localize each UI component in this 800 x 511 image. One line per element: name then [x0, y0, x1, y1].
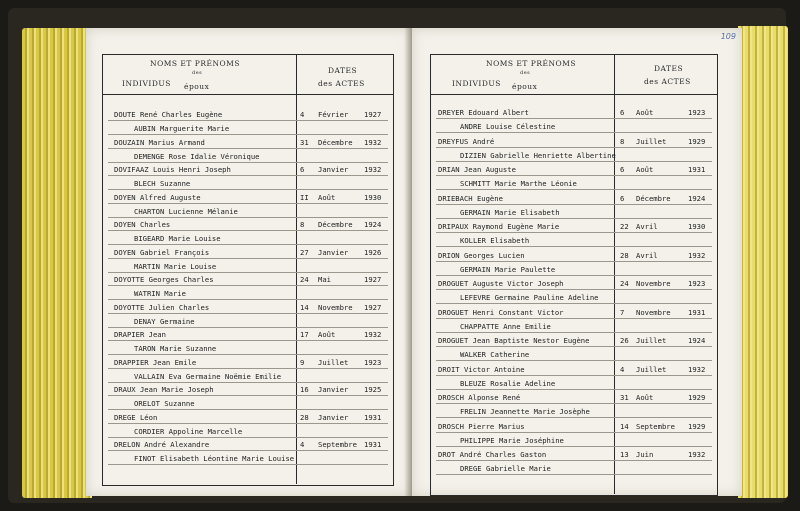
- entry-rule: [436, 218, 712, 219]
- wife-name: LEFEVRE Germaine Pauline Adeline: [460, 293, 599, 302]
- header-dates: DATES: [328, 66, 358, 75]
- husband-name: DREYER Edouard Albert: [438, 108, 529, 117]
- act-year: 1924: [688, 336, 706, 345]
- entry-rule: [108, 217, 388, 218]
- act-day: 16: [300, 385, 309, 394]
- act-month: Avril: [636, 222, 658, 231]
- act-month: Août: [636, 165, 654, 174]
- act-month: Août: [636, 108, 654, 117]
- act-year: 1927: [364, 275, 382, 284]
- entry-rule: [436, 460, 712, 461]
- act-year: 1932: [364, 137, 382, 147]
- act-day: 6: [620, 165, 625, 174]
- act-month: Mai: [318, 275, 331, 284]
- husband-name: DRION Georges Lucien: [438, 250, 525, 260]
- header-noms: NOMS ET PRÉNOMS: [486, 59, 576, 68]
- entry-rule: [436, 132, 712, 133]
- act-day: 14: [620, 421, 629, 431]
- husband-name: DROGUET Jean Baptiste Nestor Eugène: [438, 336, 590, 345]
- act-day: 22: [620, 222, 629, 231]
- entry-rule: [108, 354, 388, 355]
- husband-name: DROT André Charles Gaston: [438, 450, 547, 459]
- wife-name: BLECH Suzanne: [134, 179, 191, 188]
- act-month: Juin: [636, 450, 654, 459]
- act-day: 27: [300, 247, 309, 257]
- right-page-edges: [738, 26, 788, 498]
- act-year: 1931: [688, 307, 706, 317]
- entry-rule: [436, 118, 712, 119]
- act-day: 4: [300, 110, 305, 119]
- entry-rule: [436, 303, 712, 304]
- entry-rule: [108, 258, 388, 259]
- act-month: Novembre: [318, 302, 353, 312]
- act-month: Décembre: [636, 193, 671, 203]
- act-year: 1925: [364, 385, 382, 394]
- act-day: 24: [300, 275, 309, 284]
- entry-rule: [436, 204, 712, 205]
- husband-name: DROGUET Henri Constant Victor: [438, 307, 564, 317]
- act-day: II: [300, 192, 309, 202]
- act-year: 1930: [688, 222, 706, 231]
- entry-rule: [108, 464, 388, 465]
- wife-name: FINOT Elisabeth Léontine Marie Louise: [134, 454, 295, 463]
- wife-name: VALLAIN Eva Germaine Noëmie Emilie: [134, 371, 282, 381]
- act-year: 1924: [364, 220, 382, 229]
- entry-rule: [436, 275, 712, 276]
- act-month: Août: [318, 330, 336, 339]
- entry-rule: [108, 175, 388, 176]
- entry-rule: [436, 261, 712, 262]
- act-day: 13: [620, 450, 629, 459]
- husband-name: DOYEN Gabriel François: [114, 247, 210, 257]
- act-day: 6: [620, 193, 625, 203]
- act-year: 1923: [688, 279, 706, 288]
- entry-rule: [436, 189, 712, 190]
- entry-rule: [108, 134, 388, 135]
- act-day: 17: [300, 330, 309, 339]
- entry-rule: [108, 409, 388, 410]
- act-month: Septembre: [636, 421, 675, 431]
- wife-name: ANDRE Louise Célestine: [460, 122, 556, 131]
- entry-rule: [108, 285, 388, 286]
- act-day: 24: [620, 279, 629, 288]
- entry-rule: [436, 332, 712, 333]
- right-header-rule: [430, 94, 718, 95]
- act-year: 1931: [364, 440, 382, 449]
- entry-rule: [108, 120, 388, 121]
- entry-rule: [108, 148, 388, 149]
- husband-name: DRAPIER Jean: [114, 330, 166, 339]
- wife-name: ORELOT Suzanne: [134, 399, 195, 408]
- husband-name: DROGUET Auguste Victor Joseph: [438, 279, 564, 288]
- wife-name: WALKER Catherine: [460, 350, 530, 359]
- entry-rule: [108, 272, 388, 273]
- act-month: Novembre: [636, 279, 671, 288]
- husband-name: DRIPAUX Raymond Eugène Marie: [438, 222, 560, 231]
- husband-name: DREYFUS André: [438, 136, 495, 146]
- entry-rule: [436, 446, 712, 447]
- act-month: Août: [636, 393, 654, 402]
- act-year: 1932: [364, 330, 382, 339]
- wife-name: DENAY Germaine: [134, 316, 195, 326]
- entry-rule: [108, 340, 388, 341]
- act-day: 14: [300, 302, 309, 312]
- entry-rule: [108, 327, 388, 328]
- act-day: 9: [300, 357, 305, 367]
- header-individus: INDIVIDUS: [452, 79, 501, 88]
- entry-rule: [108, 162, 388, 163]
- act-day: 8: [620, 136, 625, 146]
- wife-name: SCHMITT Marie Marthe Léonie: [460, 179, 577, 188]
- act-day: 31: [300, 137, 309, 147]
- act-year: 1932: [688, 250, 706, 260]
- act-month: Février: [318, 110, 349, 119]
- wife-name: DEMENGE Rose Idalie Véronique: [134, 151, 260, 161]
- wife-name: MARTIN Marie Louise: [134, 261, 217, 271]
- act-year: 1932: [688, 364, 706, 374]
- left-page-edges: [22, 28, 92, 498]
- entry-rule: [436, 147, 712, 148]
- act-year: 1926: [364, 247, 382, 257]
- wife-name: AUBIN Marguerite Marie: [134, 124, 230, 133]
- wife-name: KOLLER Elisabeth: [460, 236, 530, 245]
- entry-rule: [436, 346, 712, 347]
- act-month: Juillet: [636, 136, 667, 146]
- act-year: 1932: [364, 165, 382, 174]
- header-epoux: époux: [184, 82, 210, 91]
- wife-name: CORDIER Appoline Marcelle: [134, 426, 243, 436]
- act-year: 1930: [364, 192, 382, 202]
- act-day: 28: [620, 250, 629, 260]
- act-month: Novembre: [636, 307, 671, 317]
- entry-rule: [436, 246, 712, 247]
- act-month: Janvier: [318, 165, 349, 174]
- header-des: des: [192, 70, 203, 76]
- act-year: 1929: [688, 393, 706, 402]
- wife-name: BIGEARD Marie Louise: [134, 234, 221, 243]
- entry-rule: [108, 244, 388, 245]
- act-month: Janvier: [318, 247, 349, 257]
- entry-rule: [436, 389, 712, 390]
- entry-rule: [108, 395, 388, 396]
- header-individus: INDIVIDUS: [122, 79, 171, 88]
- husband-name: DROIT Victor Antoine: [438, 364, 525, 374]
- husband-name: DROSCH Pierre Marius: [438, 421, 525, 431]
- act-year: 1924: [688, 193, 706, 203]
- act-year: 1923: [688, 108, 706, 117]
- wife-name: CHARTON Lucienne Mélanie: [134, 206, 238, 216]
- entry-rule: [436, 161, 712, 162]
- husband-name: DOUZAIN Marius Armand: [114, 137, 205, 147]
- act-month: Avril: [636, 250, 658, 260]
- act-month: Janvier: [318, 412, 349, 422]
- husband-name: DOYOTTE Georges Charles: [114, 275, 214, 284]
- act-day: 6: [620, 108, 625, 117]
- wife-name: DREGE Gabrielle Marie: [460, 464, 551, 473]
- act-month: Juillet: [318, 357, 349, 367]
- header-des-actes: des ACTES: [318, 79, 365, 88]
- entry-rule: [108, 423, 388, 424]
- act-year: 1929: [688, 136, 706, 146]
- husband-name: DRIEBACH Eugène: [438, 193, 503, 203]
- act-day: 6: [300, 165, 305, 174]
- wife-name: DIZIEN Gabrielle Henriette Albertine: [460, 150, 616, 160]
- entry-rule: [436, 417, 712, 418]
- wife-name: GERMAIN Marie Paulette: [460, 264, 556, 274]
- entry-rule: [436, 318, 712, 319]
- act-month: Janvier: [318, 385, 349, 394]
- husband-name: DOVIFAAZ Louis Henri Joseph: [114, 165, 231, 174]
- entry-rule: [108, 313, 388, 314]
- wife-name: BLEUZE Rosalie Adeline: [460, 378, 556, 388]
- wife-name: GERMAIN Marie Elisabeth: [460, 207, 560, 217]
- entry-rule: [436, 175, 712, 176]
- entry-rule: [108, 203, 388, 204]
- husband-name: DOYEN Charles: [114, 220, 171, 229]
- right-page: [412, 28, 742, 496]
- act-year: 1931: [688, 165, 706, 174]
- act-month: Décembre: [318, 220, 353, 229]
- entry-rule: [108, 299, 388, 300]
- left-column-divider: [296, 54, 297, 484]
- act-day: 4: [620, 364, 625, 374]
- act-year: 1923: [364, 357, 382, 367]
- page-number: 109: [720, 32, 736, 41]
- act-year: 1927: [364, 302, 382, 312]
- husband-name: DRAPPIER Jean Emile: [114, 357, 197, 367]
- entry-rule: [436, 474, 712, 475]
- wife-name: WATRIN Marie: [134, 289, 186, 298]
- act-day: 28: [300, 412, 309, 422]
- header-noms: NOMS ET PRÉNOMS: [150, 59, 240, 68]
- act-month: Juillet: [636, 364, 667, 374]
- left-page: [86, 28, 412, 496]
- entry-rule: [436, 375, 712, 376]
- act-month: Août: [318, 192, 336, 202]
- entry-rule: [108, 437, 388, 438]
- act-day: 31: [620, 393, 629, 402]
- entry-rule: [436, 232, 712, 233]
- husband-name: DROSCH Alponse René: [438, 393, 521, 402]
- husband-name: DOYEN Alfred Auguste: [114, 192, 201, 202]
- entry-rule: [436, 360, 712, 361]
- entry-rule: [108, 368, 388, 369]
- wife-name: CHAPPATTE Anne Emilie: [460, 321, 551, 331]
- entry-rule: [108, 230, 388, 231]
- husband-name: DRAUX Jean Marie Joseph: [114, 385, 214, 394]
- entry-rule: [108, 382, 388, 383]
- husband-name: DRELON André Alexandre: [114, 440, 210, 449]
- husband-name: DOYOTTE Julien Charles: [114, 302, 210, 312]
- wife-name: PHILIPPE Marie Joséphine: [460, 435, 564, 445]
- entry-rule: [436, 289, 712, 290]
- wife-name: TARON Marie Suzanne: [134, 344, 217, 353]
- act-month: Septembre: [318, 440, 357, 449]
- act-year: 1932: [688, 450, 706, 459]
- entry-rule: [108, 450, 388, 451]
- left-header-rule: [102, 94, 394, 95]
- act-day: 26: [620, 336, 629, 345]
- husband-name: DOUTE René Charles Eugène: [114, 110, 223, 119]
- act-day: 8: [300, 220, 305, 229]
- act-year: 1931: [364, 412, 382, 422]
- entry-rule: [108, 189, 388, 190]
- husband-name: DRIAN Jean Auguste: [438, 165, 516, 174]
- act-year: 1929: [688, 421, 706, 431]
- husband-name: DREGE Léon: [114, 412, 158, 422]
- open-register-book: [8, 8, 786, 503]
- wife-name: FRELIN Jeannette Marie Josèphe: [460, 407, 590, 416]
- header-dates: DATES: [654, 64, 684, 73]
- act-month: Juillet: [636, 336, 667, 345]
- act-year: 1927: [364, 110, 382, 119]
- act-day: 7: [620, 307, 625, 317]
- act-day: 4: [300, 440, 305, 449]
- header-des-actes: des ACTES: [644, 77, 691, 86]
- entry-rule: [436, 432, 712, 433]
- header-epoux: époux: [512, 82, 538, 91]
- header-des: des: [520, 70, 531, 76]
- entry-rule: [436, 403, 712, 404]
- act-month: Décembre: [318, 137, 353, 147]
